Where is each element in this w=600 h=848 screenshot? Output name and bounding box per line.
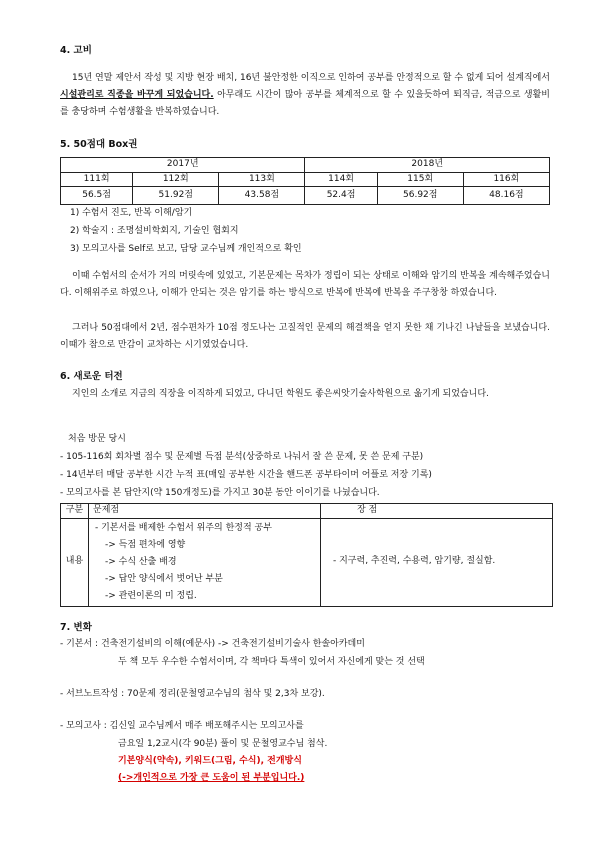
mock-exam-detail: 금요일 1,2교시(각 90분) 풀이 및 문철영교수님 첨삭. [118, 739, 328, 749]
header-strengths: 장 점 [321, 504, 553, 519]
section-4-text-c: 아무래도 시간이 많아 공부를 체계적으로 할 수 있을듯하여 퇴직금, 적금으로 생활비를 충당하며 수험생활을 반복하였습니다. [60, 90, 550, 117]
analysis-table [60, 503, 553, 607]
section-6-paragraph: 지인의 소개로 지금의 직장을 이직하게 되었고, 다니던 학원도 좋은씨앗기술사학원으로 옮기게 되었습니다. [72, 389, 489, 399]
score-cell: 43.58점 [219, 187, 305, 205]
section-7-title: 7. 변화 [60, 622, 92, 633]
header-category: 구분 [61, 504, 89, 519]
score-cell: 56.5점 [61, 187, 133, 205]
score-cell: 56.92점 [377, 187, 463, 205]
key-points-note: (->개인적으로 가장 큰 도움이 된 부분입니다.) [118, 773, 305, 783]
first-visit-label: 처음 방문 당시 [68, 434, 126, 444]
round-cell: 113회 [219, 172, 305, 187]
visit-bullet: - 모의고사를 본 답안지(약 150개정도)를 가지고 30분 동안 이이기를 나눴습니다. [60, 488, 380, 498]
problem-item: - 기본서를 배제한 수험서 위주의 한정적 공부 [95, 522, 272, 533]
study-method-list [70, 207, 302, 261]
section-4-text-a: 15년 연말 제안서 작성 및 지방 현장 배치, 16년 불안정한 이직으로 인하여 공부를 안정적으로 할 수 없게 되어 설계직에서 [72, 73, 550, 83]
round-cell: 114회 [305, 172, 377, 187]
section-6-title: 6. 새로운 터전 [60, 371, 123, 382]
round-cell: 112회 [133, 172, 219, 187]
problems-cell [89, 518, 321, 606]
basic-book-line: - 기본서 : 건축전기설비의 이해(예문사) -> 건축전기설비기술사 한솔아카데미 [60, 639, 365, 649]
mock-exam-line: - 모의고사 : 김신일 교수님께서 매주 배포해주시는 모의고사를 [60, 721, 304, 731]
subnote-line: - 서브노트작성 : 70문제 정리(문철영교수님의 첨삭 및 2,3차 보강). [60, 689, 325, 699]
round-cell: 116회 [463, 172, 549, 187]
problem-item: -> 답안 양식에서 벗어난 부분 [105, 573, 223, 584]
problem-item: -> 관련이론의 미 정립. [105, 590, 197, 601]
key-points: 기본양식(약속), 키워드(그림, 수식), 전개방식 [118, 756, 302, 766]
visit-bullet: - 14년부터 매달 공부한 시간 누적 표(매일 공부한 시간을 핸드폰 공부타이머 어플로 저장 기록) [60, 470, 432, 480]
score-cell: 48.16점 [463, 187, 549, 205]
section-5-paragraph-2: 그러나 50점대에서 2년, 점수편차가 10점 정도나는 고질적인 문제의 해결책을 얻지 못한 채 기나긴 나날들을 보냈습니다. 이때가 참으로 만감이 교차하는 시기였었습니다. [60, 323, 550, 350]
round-cell: 111회 [61, 172, 133, 187]
list-item: 1) 수험서 진도, 반복 이해/암기 [70, 208, 193, 218]
basic-book-note: 두 책 모두 우수한 수험서이며, 각 책마다 특색이 있어서 자신에게 맞는 것 선택 [118, 657, 425, 667]
strengths-cell: - 지구력, 추진력, 수용력, 암기량, 절실함. [321, 518, 553, 606]
problem-item: -> 수식 산출 배경 [105, 556, 177, 567]
year-2018-header: 2018년 [305, 158, 550, 173]
score-cell: 51.92점 [133, 187, 219, 205]
section-4-title: 4. 고비 [60, 45, 92, 56]
section-5-paragraph-1: 이때 수험서의 순서가 거의 머릿속에 있었고, 기본문제는 목차가 정립이 되는 상태로 이해와 암기의 반복을 계속해주었습니다. 이해위주로 하였으나, 이해가 안되는 것은 암기를 하는 방식으로 반복에 반복에 반복을 주구창창 하였습니다. [60, 271, 550, 298]
round-cell: 115회 [377, 172, 463, 187]
visit-bullet: - 105-116회 회차별 점수 및 문제별 득점 분석(상중하로 나눠서 잘 쓴 문제, 못 쓴 문제 구분) [60, 452, 424, 462]
problem-item: -> 득점 편차에 영향 [105, 539, 186, 550]
list-item: 3) 모의고사를 Self로 보고, 담당 교수님께 개인적으로 확인 [70, 244, 302, 254]
year-2017-header: 2017년 [61, 158, 305, 173]
score-cell: 52.4점 [305, 187, 377, 205]
score-table [60, 157, 550, 205]
row-label: 내용 [61, 518, 89, 606]
section-5-title: 5. 50점대 Box권 [60, 139, 138, 150]
list-item: 2) 학술지 : 조명설비학회지, 기술인 협회지 [70, 226, 239, 236]
header-problems: 문제점 [89, 504, 321, 519]
section-4-paragraph [60, 70, 550, 121]
section-4-emphasis: 시설관리로 직종을 바꾸게 되었습니다. [60, 90, 214, 100]
